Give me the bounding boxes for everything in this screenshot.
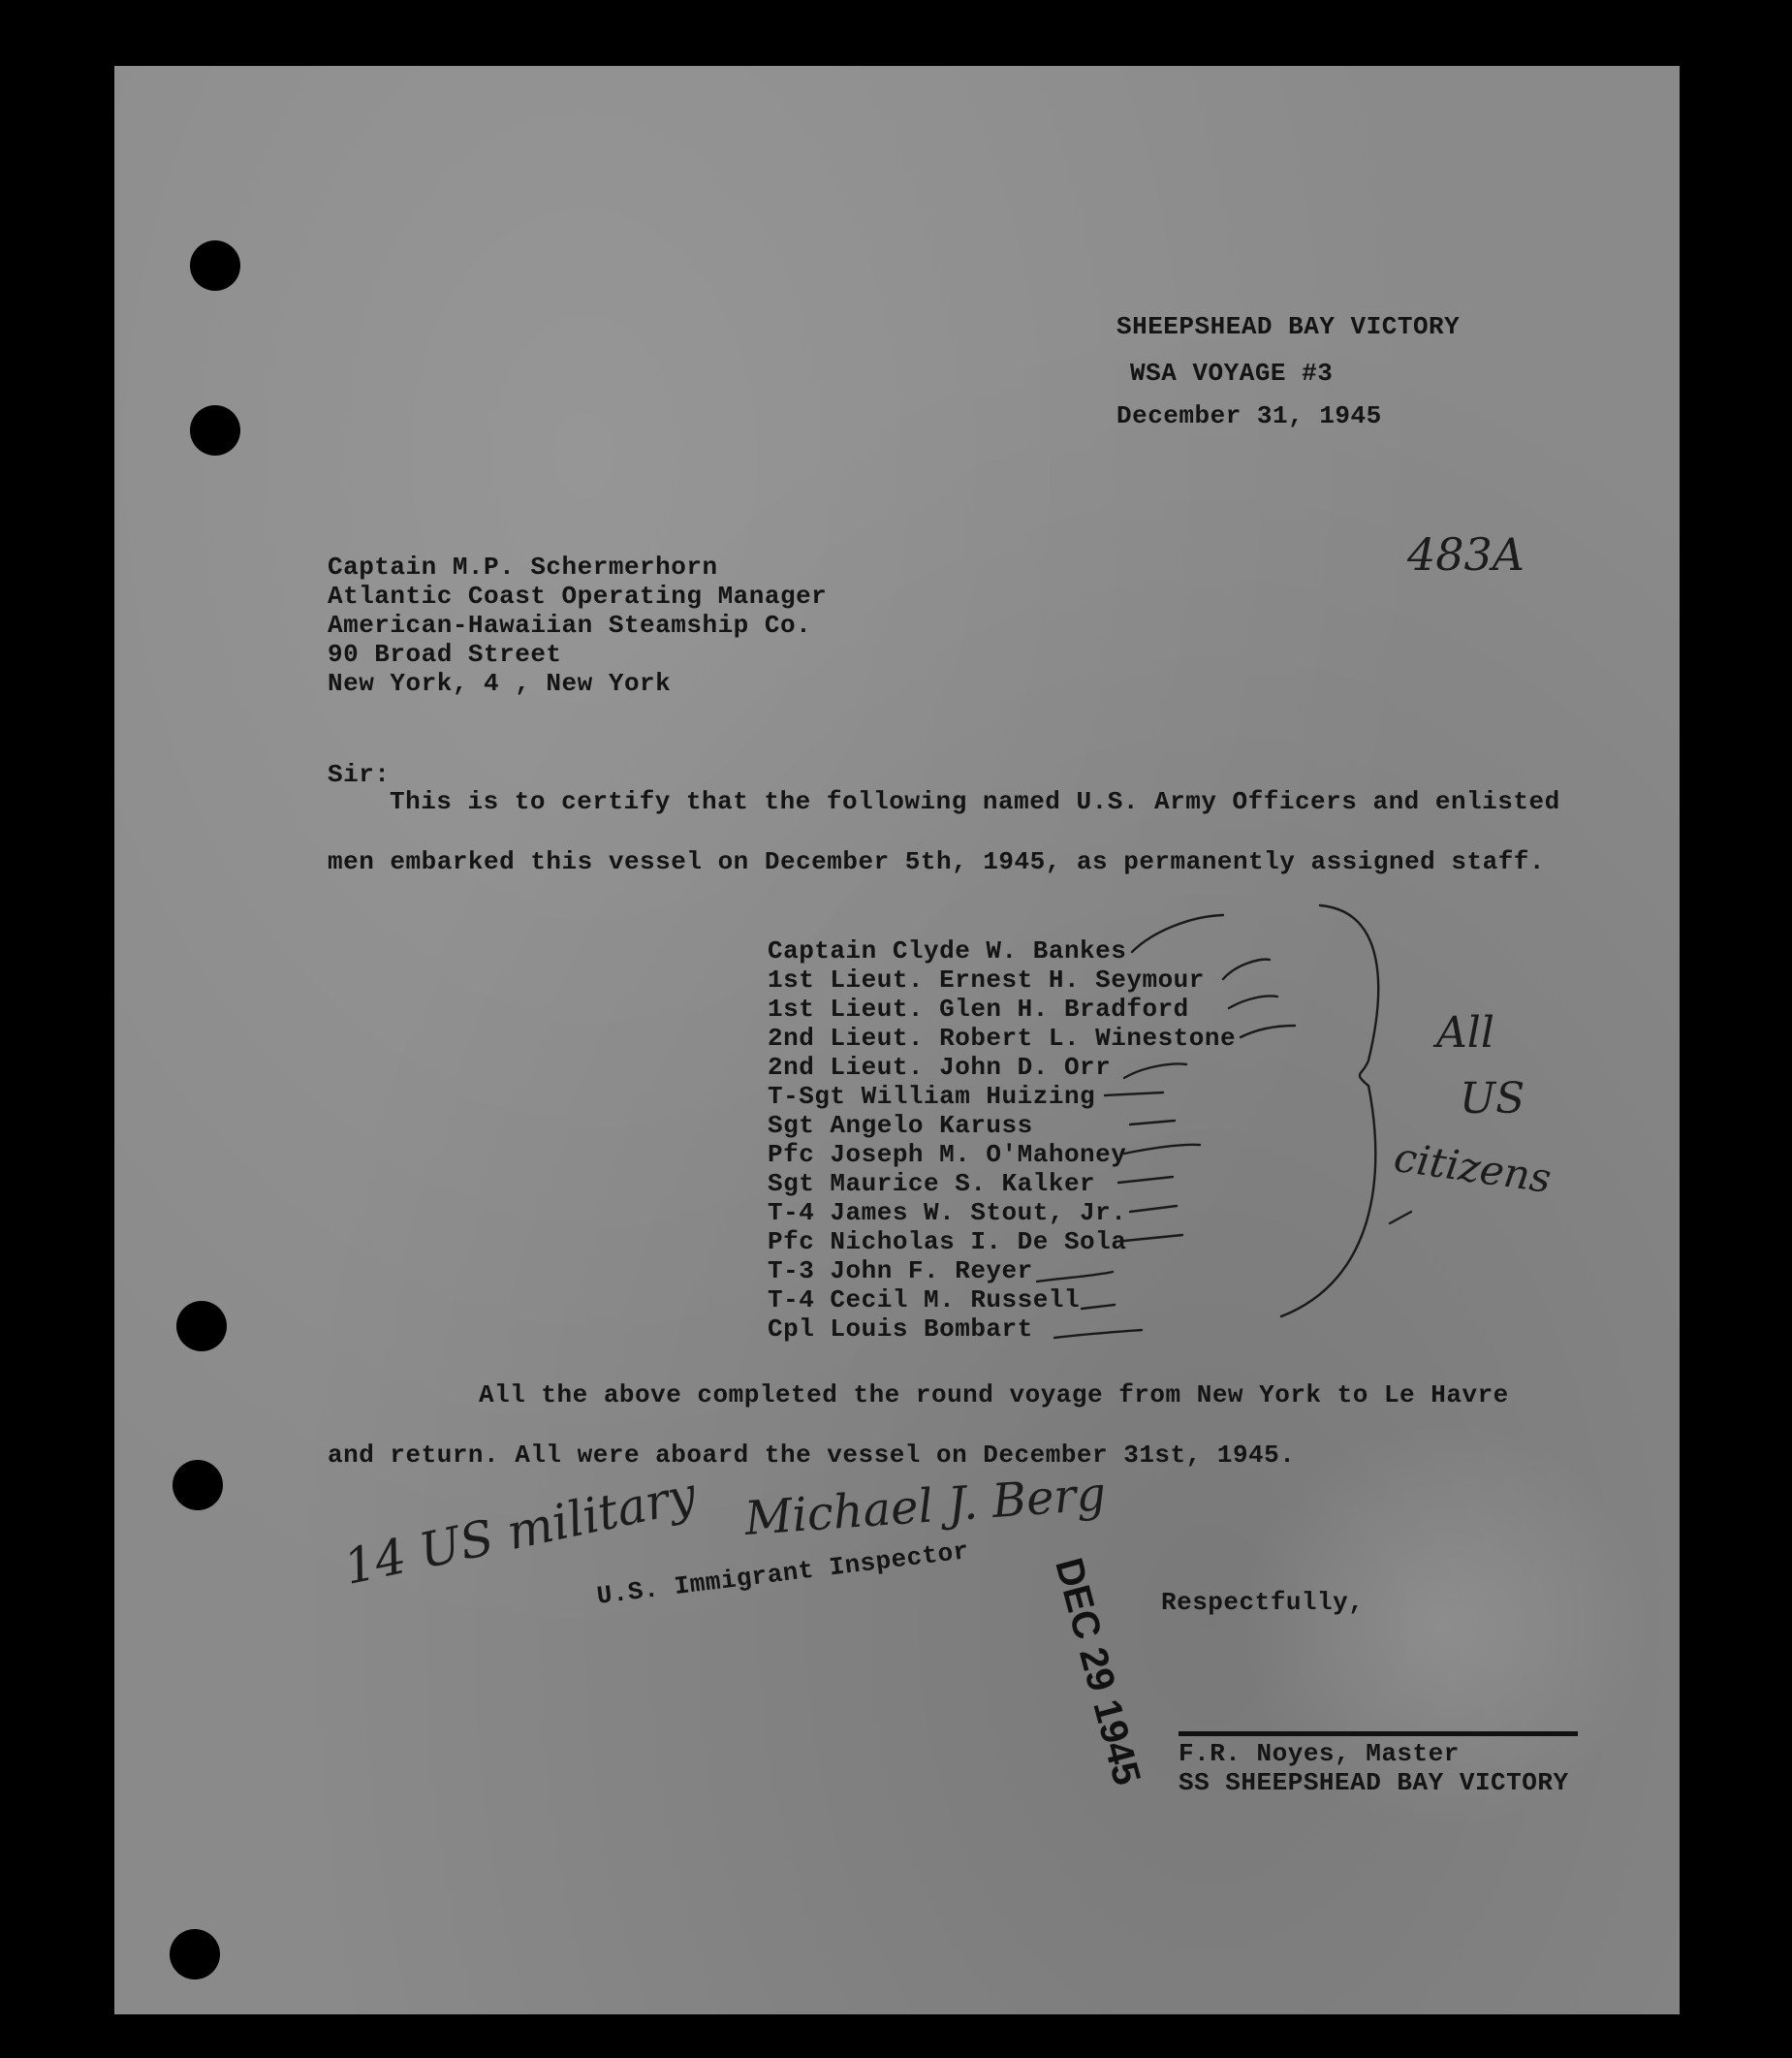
recipient-line: Atlantic Coast Operating Manager (328, 582, 828, 611)
file-number-handwritten: 483A (1407, 528, 1525, 581)
margin-note-all: All (1436, 1008, 1494, 1058)
personnel-item: Captain Clyde W. Bankes (768, 936, 1127, 966)
personnel-item: Pfc Joseph M. O'Mahoney (768, 1140, 1127, 1169)
body-paragraph-line: This is to certify that the following named U.S. Army Officers and enlisted (390, 787, 1560, 816)
personnel-item: Sgt Angelo Karuss (768, 1111, 1033, 1140)
body-paragraph-line: All the above completed the round voyage from New York to Le Havre (479, 1380, 1509, 1409)
personnel-item: 1st Lieut. Glen H. Bradford (768, 995, 1189, 1024)
personnel-item: 1st Lieut. Ernest H. Seymour (768, 966, 1205, 995)
recipient-line: 90 Broad Street (328, 640, 562, 669)
personnel-item: Pfc Nicholas I. De Sola (768, 1227, 1127, 1256)
closing: Respectfully, (1161, 1588, 1365, 1617)
header-date: December 31, 1945 (1116, 401, 1382, 430)
header-voyage: WSA VOYAGE #3 (1130, 359, 1334, 388)
recipient-line: Captain M.P. Schermerhorn (328, 553, 718, 582)
personnel-item: 2nd Lieut. John D. Orr (768, 1053, 1112, 1082)
handwritten-count: 14 US military (338, 1466, 702, 1596)
recipient-line: New York, 4 , New York (328, 669, 672, 698)
personnel-item: Sgt Maurice S. Kalker (768, 1169, 1096, 1198)
body-paragraph-line: men embarked this vessel on December 5th, 1945, as permanently assigned staff. (328, 847, 1545, 876)
personnel-item: T-4 Cecil M. Russell (768, 1285, 1081, 1314)
recipient-line: American-Hawaiian Steamship Co. (328, 611, 812, 640)
date-stamp: DEC 29 1945 (1047, 1553, 1148, 1790)
margin-note-citizens: citizens (1391, 1132, 1555, 1203)
margin-note-us: US (1460, 1074, 1525, 1124)
signatory-name: F.R. Noyes, Master (1179, 1739, 1460, 1768)
body-paragraph-line: and return. All were aboard the vessel on December 31st, 1945. (328, 1441, 1296, 1470)
personnel-item: Cpl Louis Bombart (768, 1314, 1033, 1344)
personnel-item: 2nd Lieut. Robert L. Winestone (768, 1024, 1237, 1053)
personnel-item: T-4 James W. Stout, Jr. (768, 1198, 1127, 1227)
personnel-item: T-3 John F. Reyer (768, 1256, 1033, 1285)
personnel-item: T-Sgt William Huizing (768, 1082, 1096, 1111)
inspector-signature: Michael J. Berg (742, 1467, 1108, 1546)
signatory-ship: SS SHEEPSHEAD BAY VICTORY (1179, 1768, 1569, 1797)
header-ship-name: SHEEPSHEAD BAY VICTORY (1116, 312, 1461, 341)
salutation: Sir: (328, 760, 391, 789)
signature-line (1179, 1731, 1578, 1736)
inspector-title: U.S. Immigrant Inspector (595, 1536, 971, 1611)
